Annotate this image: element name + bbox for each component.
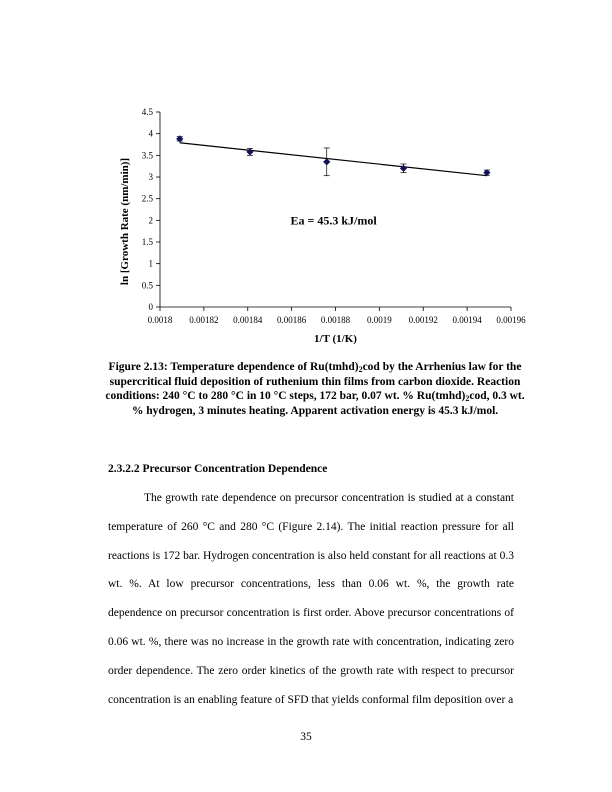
y-tick-label: 1 [148,258,153,269]
y-tick-label: 4 [148,128,153,139]
x-axis-label: 1/T (1/K) [314,333,357,345]
y-tick-label: 2 [148,215,153,226]
figure-caption [100,360,530,418]
page-number: 35 [300,731,312,743]
arrhenius-chart [0,0,612,350]
x-tick-label: 0.0019 [367,315,392,325]
y-tick-label: 1.5 [141,237,153,247]
y-tick-label: 0 [148,302,153,312]
x-tick-label: 0.00188 [320,315,351,325]
y-tick-label: 2.5 [141,193,153,204]
data-point [400,165,407,172]
y-tick-label: 3.5 [141,150,153,161]
data-point [246,148,253,155]
caption-subscript-1: 2 [358,365,363,374]
x-tick-label: 0.00186 [277,315,307,325]
x-tick-label: 0.00192 [408,315,438,325]
y-tick-label: 0.5 [141,280,153,291]
body-paragraph: The growth rate dependence on precursor concentration is studied at a constant temperature of 260 °C and 280 °C (Figure 2.14). The initial reaction pressure for all reactions is 172 bar. Hydrogen concentration is also held constant for all reactions at 0.3 wt. %. At low precursor concentrations, less than 0.06 wt. %, the growth rate dependence on precursor concentration is first order. Above precursor concentrations of 0.06 wt. %, there was no increase in the growth rate with concentration, indicating zero order dependence. The zero order kinetics of the growth rate with respect to precursor concentration is an enabling feature of SFD that yields conformal film deposition over a [108,492,514,706]
body-text [108,484,514,714]
x-tick-label: 0.00196 [496,315,526,325]
x-tick-label: 0.0018 [147,315,173,325]
caption-subscript-2: 2 [465,394,470,403]
y-tick-label: 4.5 [141,107,153,117]
y-tick-label: 3 [148,172,153,182]
section-heading: 2.3.2.2 Precursor Concentration Dependence [108,463,328,475]
caption-part-3: cod, 0.3 wt. % hydrogen, 3 minutes heating. Apparent activation energy is 45.3 kJ/mol. [131,390,525,417]
data-point [176,135,183,142]
caption-part-1: Figure 2.13: Temperature dependence of Ru(tmhd) [108,361,359,373]
y-axis-label: ln [Growth Rate (nm/min)] [119,157,131,286]
annotation-ea: Ea = 45.3 kJ/mol [290,213,377,228]
x-tick-label: 0.00194 [452,315,482,325]
x-tick-label: 0.00184 [233,315,263,325]
x-tick-label: 0.00182 [189,315,219,325]
trend-line [180,143,487,176]
caption-part-2: cod by the Arrhenius law for the supercritical fluid deposition of ruthenium thin films from carbon dioxide. Reaction conditions: 240 °C to 280 °C in 10 °C steps, 172 bar, 0.07 wt. % Ru(tmhd) [105,361,522,402]
